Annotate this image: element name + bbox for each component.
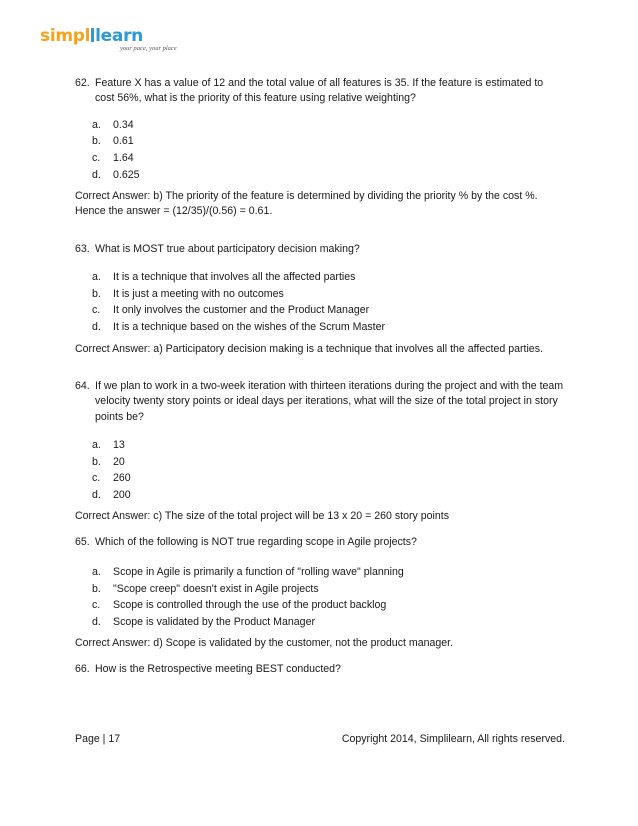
logo-simpl-text: simpl <box>40 26 91 46</box>
option-item <box>92 470 565 487</box>
option-text: Scope is validated by the Product Manager <box>113 615 315 628</box>
option-letter: a. <box>92 118 101 131</box>
simplilearn-logo <box>40 24 220 54</box>
option-letter: d. <box>92 488 101 501</box>
correct-answer: Correct Answer: b) The priority of the feature is determined by dividing the priority % by the cost %. Hence the answer = (12/35)/(0.56) = 0.61. <box>75 190 538 218</box>
option-text: It is just a meeting with no outcomes <box>113 287 284 300</box>
question-65 <box>75 535 565 550</box>
option-text: 13 <box>113 438 125 451</box>
logo-learn-text: learn <box>95 26 143 46</box>
question-number: 62. <box>75 77 90 89</box>
option-letter: c. <box>92 599 101 612</box>
option-item <box>92 581 565 598</box>
option-letter: c. <box>92 304 101 317</box>
option-item <box>92 150 565 167</box>
option-text: Scope in Agile is primarily a function of "rolling wave" planning <box>113 566 404 579</box>
option-item <box>92 269 565 286</box>
page-number: Page | 17 <box>75 733 121 745</box>
option-text: 260 <box>113 472 131 485</box>
option-text: 1.64 <box>113 151 134 164</box>
correct-answer: Correct Answer: a) Participatory decision making is a technique that involves all the affected parties. <box>75 342 543 355</box>
page-content <box>75 76 565 677</box>
question-text: If we plan to work in a two-week iteration with thirteen iterations during the project and with the team velocity twenty story points or ideal days per iterations, what will the size of the total project in story points be? <box>95 379 564 423</box>
option-item <box>92 133 565 150</box>
option-text: It is a technique that involves all the affected parties <box>113 271 356 284</box>
option-text: "Scope creep" doesn't exist in Agile projects <box>113 582 319 595</box>
option-letter: a. <box>92 438 101 451</box>
question-text: How is the Retrospective meeting BEST conducted? <box>95 662 341 675</box>
option-letter: b. <box>92 455 101 468</box>
option-text: 200 <box>113 488 131 501</box>
option-letter: c. <box>92 472 101 485</box>
option-item <box>92 437 565 454</box>
option-item <box>92 286 565 303</box>
option-text: 0.34 <box>113 118 134 131</box>
option-letter: d. <box>92 320 101 333</box>
option-letter: a. <box>92 271 101 284</box>
option-text: It only involves the customer and the Product Manager <box>113 304 370 317</box>
question-text: Which of the following is NOT true regarding scope in Agile projects? <box>95 535 417 548</box>
logo-tagline: your pace, your place <box>120 45 177 52</box>
option-letter: b. <box>92 287 101 300</box>
option-item <box>92 597 565 614</box>
option-letter: d. <box>92 615 101 628</box>
question-text: Feature X has a value of 12 and the total value of all features is 35. If the feature is estimated to cost 56%, what is the priority of this feature using relative weighting? <box>95 77 544 105</box>
question-64 <box>75 379 565 425</box>
question-number: 66. <box>75 662 90 675</box>
option-letter: b. <box>92 135 101 148</box>
option-item <box>92 117 565 134</box>
correct-answer: Correct Answer: c) The size of the total project will be 13 x 20 = 260 story points <box>75 510 450 523</box>
correct-answer: Correct Answer: d) Scope is validated by the customer, not the product manager. <box>75 637 454 650</box>
option-text: 0.625 <box>113 168 140 181</box>
question-62 <box>75 76 565 107</box>
option-item <box>92 302 565 319</box>
option-letter: c. <box>92 151 101 164</box>
question-number: 63. <box>75 242 90 255</box>
question-number: 65. <box>75 535 90 548</box>
logo-i-bar <box>91 28 94 42</box>
option-text: 0.61 <box>113 135 134 148</box>
option-item <box>92 167 565 184</box>
option-letter: b. <box>92 582 101 595</box>
option-text: Scope is controlled through the use of the product backlog <box>113 599 387 612</box>
option-item <box>92 614 565 631</box>
logo-wordmark <box>40 26 143 46</box>
option-list <box>92 269 565 335</box>
option-text: 20 <box>113 455 125 468</box>
option-text: It is a technique based on the wishes of the Scrum Master <box>113 320 386 333</box>
copyright-notice: Copyright 2014, Simplilearn, All rights reserved. <box>341 733 565 745</box>
option-letter: a. <box>92 566 101 579</box>
option-item <box>92 487 565 504</box>
option-item <box>92 564 565 581</box>
option-item <box>92 319 565 336</box>
question-63 <box>75 242 565 257</box>
option-list <box>92 564 565 630</box>
question-text: What is MOST true about participatory decision making? <box>95 242 360 255</box>
page-footer <box>75 733 565 745</box>
option-list <box>92 437 565 503</box>
option-letter: d. <box>92 168 101 181</box>
question-number: 64. <box>75 379 90 392</box>
option-list <box>92 117 565 183</box>
question-66 <box>75 662 565 677</box>
option-item <box>92 454 565 471</box>
